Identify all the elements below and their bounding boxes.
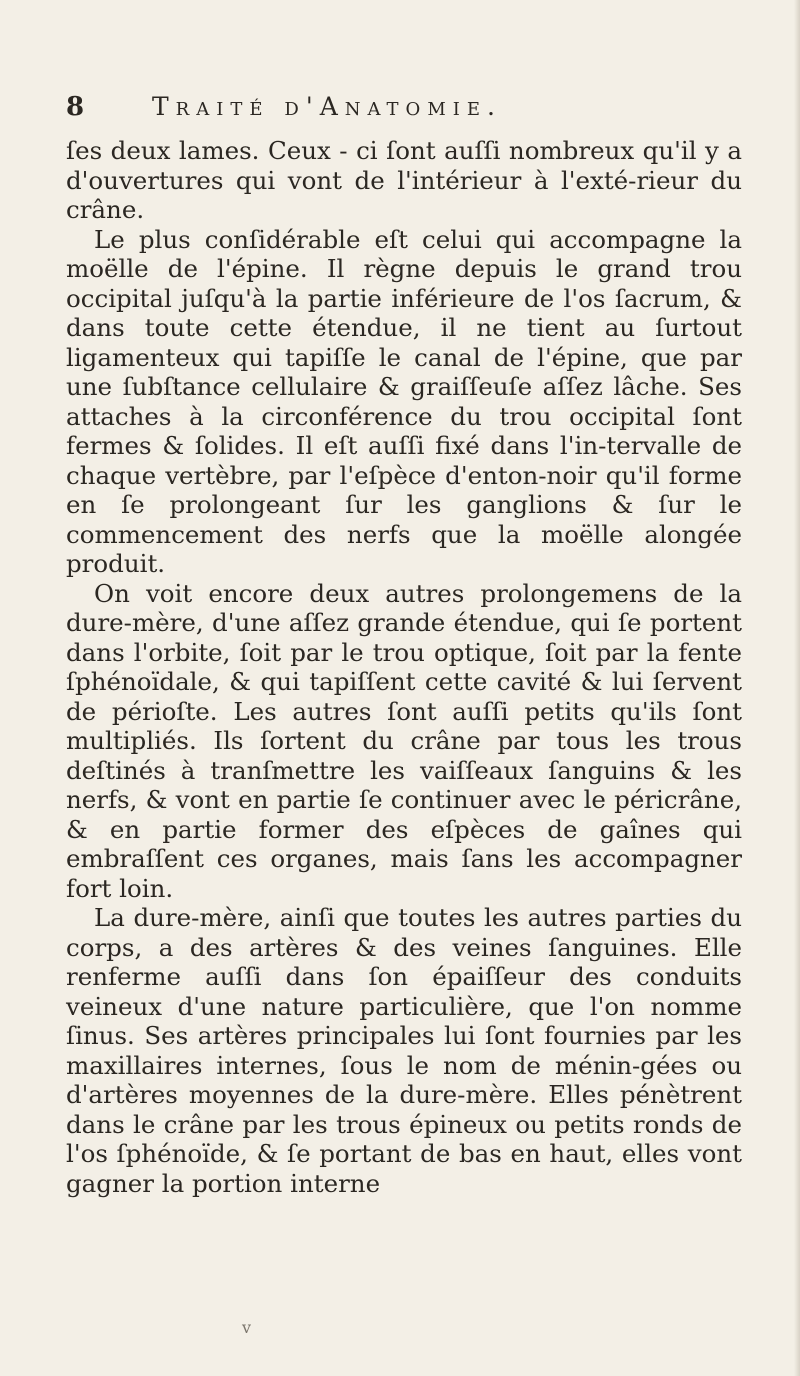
page-number: 8 [66,92,85,122]
signature-mark: v [242,1318,252,1337]
paragraph-vessels: La dure-mère, ainſi que toutes les autres parties du corps, a des artères & des veines ſanguines. Elle renferme auſſi dans ſon épaiſſeur des conduits veineux d'une nature particulière, que l'on nomme ſinus. Ses artères principales lui ſont fournies par les maxillaires internes, ſous le nom de ménin-gées ou d'artères moyennes de la dure-mère. Elles pénètrent dans le crâne par les trous épineux ou petits ronds de l'os ſphénoïde, & ſe portant de bas en haut, elles vont gagner la portion interne [66,903,742,1198]
paragraph-spinal-canal: Le plus conſidérable eſt celui qui accompagne la moëlle de l'épine. Il règne depuis le grand trou occipital juſqu'à la partie inférieure de l'os ſacrum, & dans toute cette étendue, il ne tient au ſurtout ligamenteux qui tapiſſe le canal de l'épine, que par une ſubſtance cellulaire & graiſſeuſe aſſez lâche. Ses attaches à la circonférence du trou occipital ſont fermes & ſolides. Il eſt auſſi fixé dans l'in-tervalle de chaque vertèbre, par l'eſpèce d'enton-noir qu'il forme en ſe prolongeant ſur les ganglions & ſur le commencement des nerfs que la moëlle alongée produit. [66,224,742,578]
paragraph-prolongations: On voit encore deux autres prolongemens de la dure-mère, d'une aſſez grande étendue, qui ſe portent dans l'orbite, ſoit par le trou optique, ſoit par la fente ſphénoïdale, & qui tapiſſent cette cavité & lui ſervent de périoſte. Les autres ſont auſſi petits qu'ils ſont multipliés. Ils ſortent du crâne par tous les trous deſtinés à tranſmettre les vaiſſeaux ſanguins & les nerfs, & vont en partie ſe continuer avec le péricrâne, & en partie former des eſpèces de gaînes qui embraſſent ces organes, mais ſans les accompagner fort loin. [66,578,742,903]
paragraph-continuation: ſes deux lames. Ceux - ci ſont auſſi nombreux qu'il y a d'ouvertures qui vont de l'intérieur à l'exté-rieur du crâne. [66,136,742,224]
running-title: Traité d'Anatomie. [152,92,502,121]
page-edge-shadow [794,0,800,1376]
page-header [66,92,742,130]
body-text [66,136,742,1198]
